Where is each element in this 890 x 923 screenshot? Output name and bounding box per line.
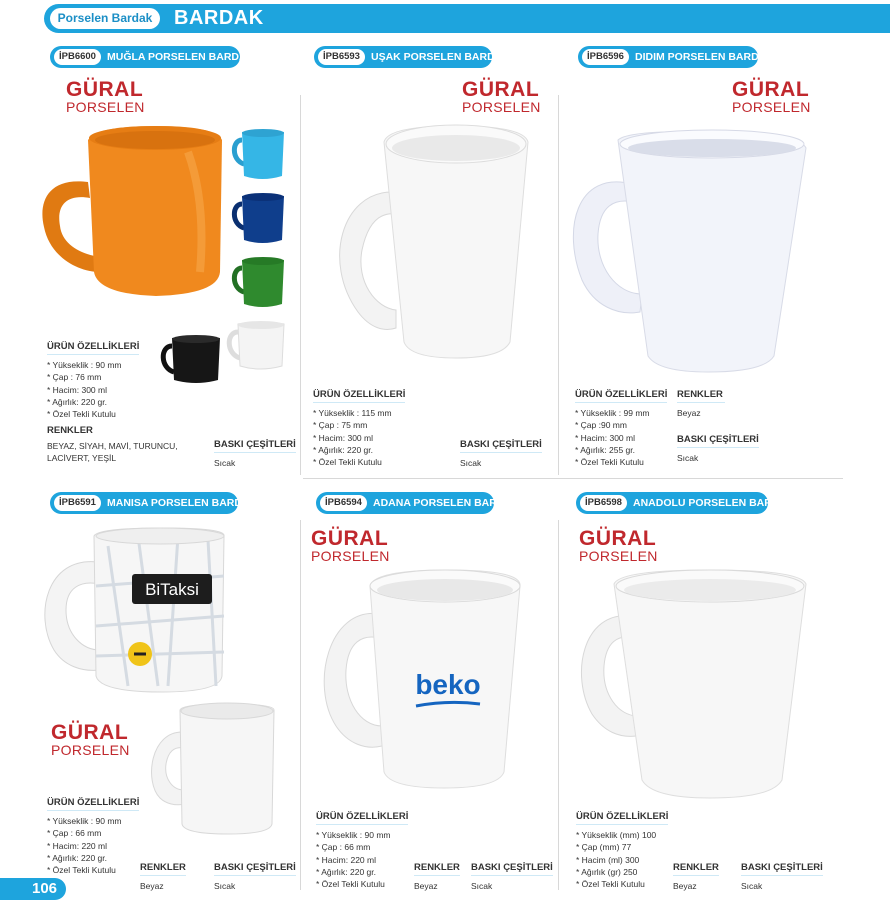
spec-list: * Yükseklik (mm) 100 * Çap (mm) 77 * Hacim (ml) 300 * Ağırlık (gr) 250 * Özel Tekli Kutulu: [576, 830, 657, 890]
brand-logo: GÜRAL PORSELEN: [311, 527, 390, 564]
product-header: [316, 492, 520, 514]
product-code: İPB6600: [54, 49, 101, 65]
print-section: BASKI ÇEŞİTLERİ Sıcak: [677, 434, 759, 463]
page-number: 106: [0, 878, 66, 900]
spec-list: * Yükseklik : 115 mm * Çap : 75 mm * Hacim: 300 ml * Ağırlık: 220 gr. * Özel Tekli Kutulu: [313, 408, 392, 468]
mug-image-white-small: [226, 320, 286, 372]
features-section: ÜRÜN ÖZELLİKLERİ * Yükseklik (mm) 100 * Çap (mm) 77 * Hacim (ml) 300 * Ağırlık (gr) 250 * Özel Tekli Kutulu: [576, 811, 669, 890]
divider: [300, 95, 301, 475]
mug-image-manisa-small: [146, 702, 278, 836]
colors-section: RENKLER Beyaz: [677, 384, 725, 419]
print-section: BASKI ÇEŞİTLERİ Sıcak: [214, 862, 296, 891]
product-header: [578, 46, 774, 68]
colors-label: RENKLER: [47, 425, 93, 437]
product-name: ADANA PORSELEN BARDAK: [372, 497, 520, 509]
print-section: BASKI ÇEŞİTLERİ Sıcak: [741, 862, 823, 891]
product-code: İPB6596: [582, 49, 629, 65]
product-header: [314, 46, 510, 68]
brand-logo: GÜRAL PORSELEN: [732, 78, 811, 115]
mug-image-anadolu: [576, 566, 810, 800]
mug-image-manisa: [38, 526, 228, 694]
features-section: ÜRÜN ÖZELLİKLERİ * Yükseklik : 90 mm * Çap : 66 mm * Hacim: 220 ml * Ağırlık: 220 gr. * Özel Tekli Kutulu: [47, 797, 140, 876]
product-name: DIDIM PORSELEN BARDAK: [634, 51, 774, 63]
beko-logo: beko: [415, 669, 481, 700]
divider: [300, 520, 301, 890]
print-section: BASKI ÇEŞİTLERİ Sıcak: [460, 439, 542, 468]
mug-color-variants: [232, 128, 288, 348]
spec-list: * Yükseklik : 90 mm * Çap : 66 mm * Hacim: 220 ml * Ağırlık: 220 gr. * Özel Tekli Kutulu: [316, 830, 391, 890]
colors-value: BEYAZ, SİYAH, MAVİ, TURUNCU, LACİVERT, YEŞİL: [47, 441, 178, 464]
divider: [558, 95, 559, 475]
brand-logo: GÜRAL PORSELEN: [51, 721, 130, 758]
print-section: BASKI ÇEŞİTLERİ Sıcak: [214, 439, 296, 468]
spec-list: * Yükseklik : 90 mm * Çap : 66 mm * Hacim: 220 ml * Ağırlık: 220 gr. * Özel Tekli Kutulu: [47, 816, 122, 876]
print-section: BASKI ÇEŞİTLERİ Sıcak: [471, 862, 553, 891]
header-bar: [44, 4, 890, 33]
mug-image-usak: [322, 122, 532, 362]
features-section: ÜRÜN ÖZELLİKLERİ * Yükseklik : 99 mm * Çap :90 mm * Hacim: 300 ml * Ağırlık: 255 gr. * Özel Tekli Kutulu: [575, 389, 668, 468]
product-header: [576, 492, 795, 514]
colors-section: RENKLER Beyaz: [140, 862, 186, 891]
colors-section: RENKLER Beyaz: [414, 862, 460, 891]
mug-image-adana: [314, 566, 524, 790]
product-name: MUĞLA PORSELEN BARDAK: [106, 51, 255, 63]
brand-logo: GÜRAL PORSELEN: [462, 78, 541, 115]
colors-section: RENKLER Beyaz: [673, 862, 719, 891]
brand-logo: GÜRAL PORSELEN: [66, 78, 145, 115]
divider: [558, 520, 559, 890]
spec-list: * Yükseklik : 90 mm * Çap : 76 mm * Hacim: 300 ml * Ağırlık: 220 gr. * Özel Tekli Kutulu: [47, 360, 122, 420]
bitaksi-logo: BiTaksi: [145, 580, 199, 599]
product-name: ANADOLU PORSELEN BARDAK: [632, 497, 795, 509]
product-header: [50, 492, 258, 514]
page-title: BARDAK: [174, 7, 264, 29]
mug-image-didim: [568, 130, 808, 374]
divider: [303, 478, 843, 479]
category-label: Porselen Bardak: [50, 8, 160, 29]
brand-logo: GÜRAL PORSELEN: [579, 527, 658, 564]
features-section: ÜRÜN ÖZELLİKLERİ * Yükseklik : 90 mm * Çap : 66 mm * Hacim: 220 ml * Ağırlık: 220 gr. * Özel Tekli Kutulu: [316, 811, 409, 890]
product-code: İPB6593: [318, 49, 365, 65]
spec-list: * Yükseklik : 99 mm * Çap :90 mm * Hacim: 300 ml * Ağırlık: 255 gr. * Özel Tekli Kutulu: [575, 408, 650, 468]
product-name: MANISA PORSELEN BARDAK: [106, 497, 258, 509]
product-code: İPB6591: [54, 495, 101, 511]
features-section: ÜRÜN ÖZELLİKLERİ * Yükseklik : 115 mm * Çap : 75 mm * Hacim: 300 ml * Ağırlık: 220 gr. * Özel Tekli Kutulu: [313, 389, 406, 468]
product-code: İPB6594: [320, 495, 367, 511]
features-section: ÜRÜN ÖZELLİKLERİ * Yükseklik : 90 mm * Çap : 76 mm * Hacim: 300 ml * Ağırlık: 220 gr. * Özel Tekli Kutulu RENKLER BEYAZ, SİYAH, MAVİ, TURUNCU, LACİVERT, YEŞİL: [47, 336, 187, 464]
mug-image-orange: [38, 122, 228, 300]
product-header: [50, 46, 255, 68]
product-code: İPB6598: [580, 495, 627, 511]
product-name: UŞAK PORSELEN BARDAK: [370, 51, 510, 63]
